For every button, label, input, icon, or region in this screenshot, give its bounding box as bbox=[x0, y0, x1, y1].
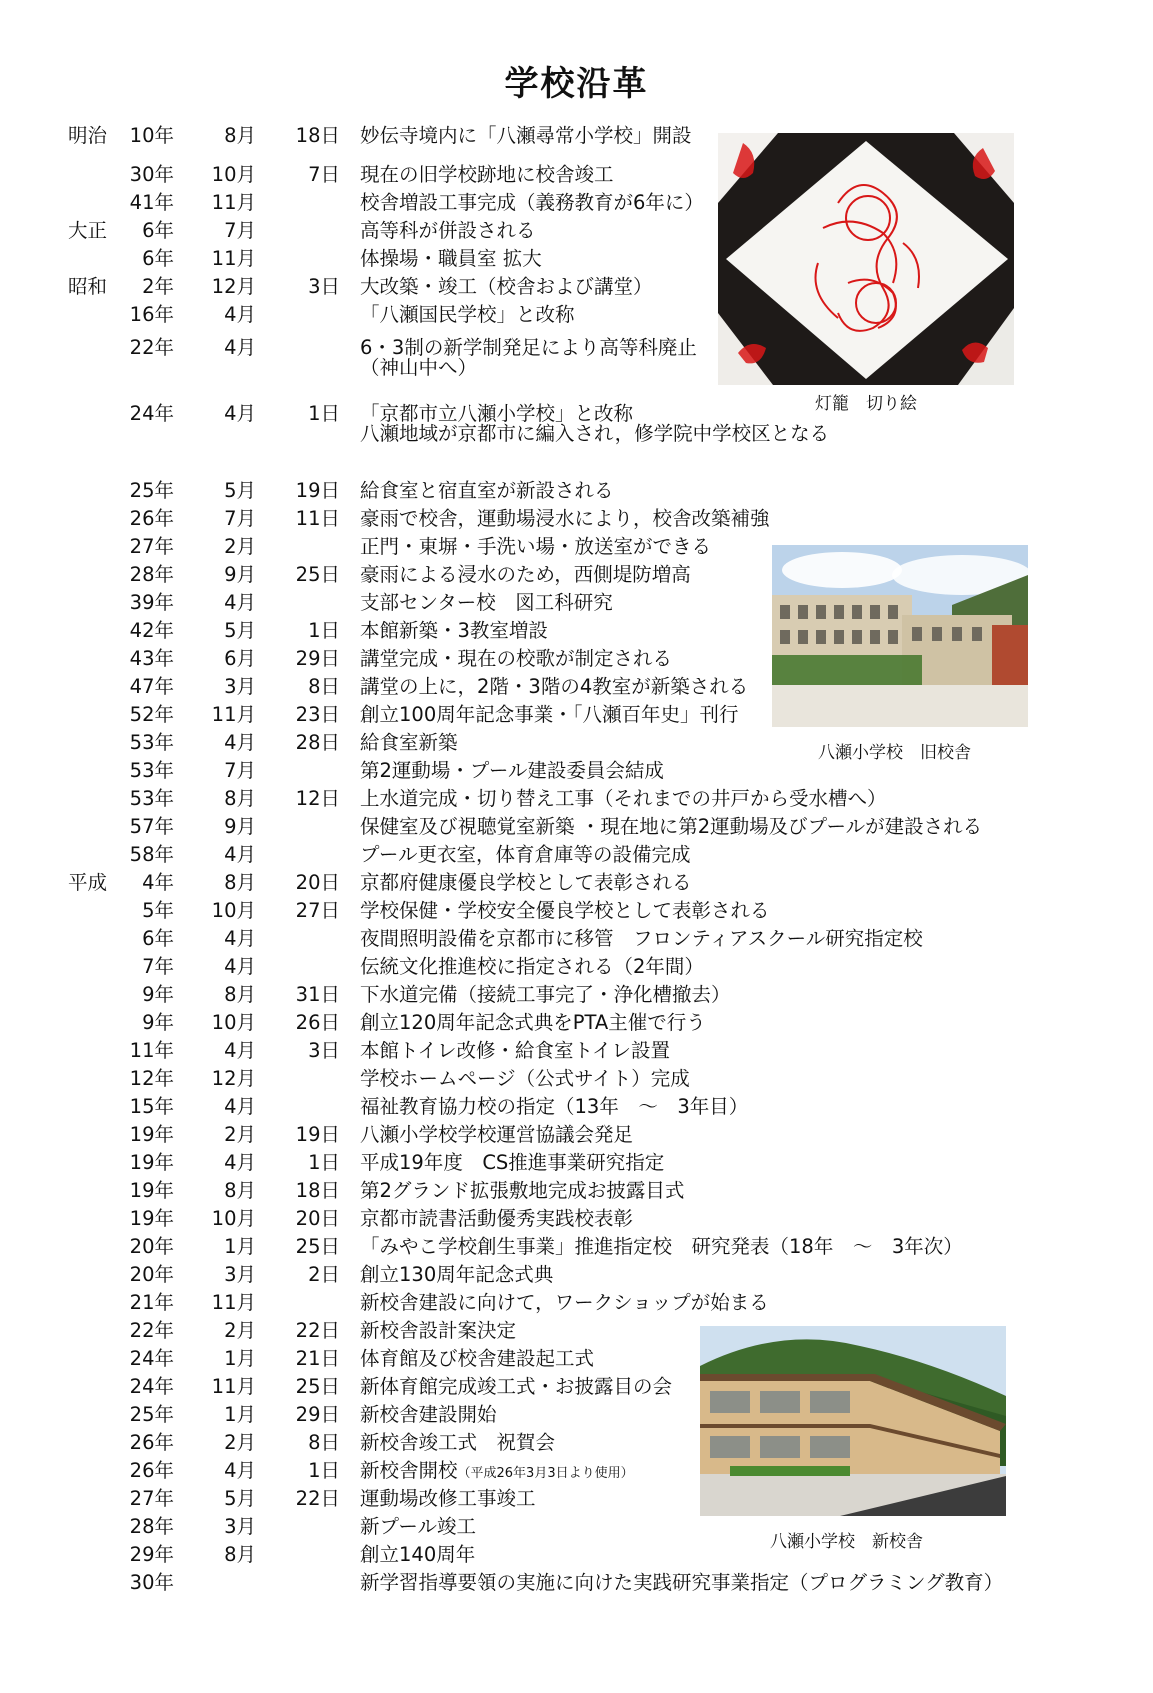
month-cell: 4月 bbox=[224, 591, 256, 614]
event-description bbox=[360, 1346, 594, 1372]
event-text: 本館トイレ改修・給食室トイレ設置 bbox=[360, 1039, 671, 1062]
month-cell: 5月 bbox=[224, 479, 256, 502]
event-description bbox=[360, 590, 613, 616]
year-cell: 21年 bbox=[129, 1291, 174, 1314]
history-row bbox=[0, 814, 1153, 840]
year-cell: 27年 bbox=[129, 1487, 174, 1510]
event-description bbox=[360, 954, 704, 980]
event-description bbox=[360, 1234, 963, 1260]
event-description bbox=[360, 786, 887, 812]
day-cell: 18日 bbox=[295, 1179, 340, 1202]
year-cell: 29年 bbox=[129, 1543, 174, 1566]
year-cell: 11年 bbox=[129, 1039, 174, 1062]
event-description bbox=[360, 562, 691, 588]
year-cell: 53年 bbox=[129, 787, 174, 810]
event-text: 伝統文化推進校に指定される（2年間） bbox=[360, 955, 704, 978]
month-cell: 1月 bbox=[224, 1235, 256, 1258]
history-row bbox=[0, 1206, 1153, 1232]
event-text: 八瀬小学校学校運営協議会発足 bbox=[360, 1123, 634, 1146]
event-description bbox=[360, 618, 548, 644]
event-text: 新校舎建設開始 bbox=[360, 1403, 497, 1426]
history-row bbox=[0, 1178, 1153, 1204]
event-text: 学校保健・学校安全優良学校として表彰される bbox=[360, 899, 770, 922]
history-row bbox=[0, 1234, 1153, 1260]
history-row bbox=[0, 870, 1153, 896]
history-row bbox=[0, 506, 1153, 532]
month-cell: 10月 bbox=[211, 163, 256, 186]
history-row bbox=[0, 401, 1153, 445]
history-row bbox=[0, 842, 1153, 868]
event-description bbox=[360, 1178, 684, 1204]
month-cell: 11月 bbox=[211, 191, 256, 214]
history-row bbox=[0, 1066, 1153, 1092]
month-cell: 7月 bbox=[224, 507, 256, 530]
month-cell: 8月 bbox=[224, 1543, 256, 1566]
year-cell: 26年 bbox=[129, 1459, 174, 1482]
month-cell: 12月 bbox=[211, 1067, 256, 1090]
day-cell: 1日 bbox=[308, 402, 340, 425]
event-description bbox=[360, 274, 653, 300]
day-cell: 1日 bbox=[308, 619, 340, 642]
event-text: 新校舎竣工式 祝賀会 bbox=[360, 1431, 556, 1454]
era-cell: 明治 bbox=[68, 124, 108, 147]
history-row bbox=[0, 1570, 1153, 1596]
day-cell: 3日 bbox=[308, 1039, 340, 1062]
year-cell: 28年 bbox=[129, 563, 174, 586]
year-cell: 24年 bbox=[129, 1347, 174, 1370]
event-description bbox=[360, 123, 692, 149]
month-cell: 10月 bbox=[211, 899, 256, 922]
event-text: 「みやこ学校創生事業」推進指定校 研究発表（18年 ～ 3年次） bbox=[360, 1235, 963, 1258]
month-cell: 4月 bbox=[224, 1459, 256, 1482]
day-cell: 31日 bbox=[295, 983, 340, 1006]
era-cell: 昭和 bbox=[68, 275, 108, 298]
era-cell: 平成 bbox=[68, 871, 108, 894]
year-cell: 19年 bbox=[129, 1123, 174, 1146]
month-cell: 4月 bbox=[224, 402, 256, 425]
event-text: 体操場・職員室 拡大 bbox=[360, 247, 542, 270]
history-row bbox=[0, 1038, 1153, 1064]
month-cell: 9月 bbox=[224, 563, 256, 586]
month-cell: 11月 bbox=[211, 1375, 256, 1398]
event-description bbox=[360, 1430, 555, 1456]
event-description bbox=[360, 534, 711, 560]
year-cell: 53年 bbox=[129, 759, 174, 782]
history-row bbox=[0, 1122, 1153, 1148]
month-cell: 5月 bbox=[224, 619, 256, 642]
month-cell: 2月 bbox=[224, 535, 256, 558]
event-text: 現在の旧学校跡地に校舎竣工 bbox=[360, 163, 614, 186]
history-row bbox=[0, 898, 1153, 924]
event-description bbox=[360, 1262, 553, 1288]
year-cell: 28年 bbox=[129, 1515, 174, 1538]
event-description bbox=[360, 1542, 475, 1568]
lantern-papercut-image bbox=[718, 133, 1014, 385]
month-cell: 11月 bbox=[211, 247, 256, 270]
event-description bbox=[360, 1066, 690, 1092]
day-cell: 26日 bbox=[295, 1011, 340, 1034]
event-text: 講堂完成・現在の校歌が制定される bbox=[360, 647, 673, 670]
month-cell: 9月 bbox=[224, 815, 256, 838]
old-school-caption: 八瀬小学校 旧校舎 bbox=[818, 743, 971, 763]
day-cell: 19日 bbox=[295, 1123, 340, 1146]
event-text: 夜間照明設備を京都市に移管 フロンティアスクール研究指定校 bbox=[360, 927, 923, 950]
year-cell: 47年 bbox=[129, 675, 174, 698]
history-row bbox=[0, 1262, 1153, 1288]
event-text: 体育館及び校舎建設起工式 bbox=[360, 1347, 595, 1370]
month-cell: 4月 bbox=[224, 1095, 256, 1118]
event-description bbox=[360, 730, 458, 756]
event-description bbox=[360, 506, 770, 532]
month-cell: 4月 bbox=[224, 1151, 256, 1174]
month-cell: 8月 bbox=[224, 871, 256, 894]
day-cell: 7日 bbox=[308, 163, 340, 186]
event-text: 京都市読書活動優秀実践校表彰 bbox=[360, 1207, 634, 1230]
event-description bbox=[360, 1458, 634, 1487]
month-cell: 3月 bbox=[224, 1263, 256, 1286]
event-text: 高等科が併設される bbox=[360, 219, 536, 242]
year-cell: 52年 bbox=[129, 703, 174, 726]
day-cell: 27日 bbox=[295, 899, 340, 922]
year-cell: 25年 bbox=[129, 479, 174, 502]
event-text-continued: 八瀬地域が京都市に編入され，修学院中学校区となる bbox=[360, 422, 830, 445]
event-text: 創立130周年記念式典 bbox=[360, 1263, 554, 1286]
year-cell: 39年 bbox=[129, 591, 174, 614]
month-cell: 4月 bbox=[224, 731, 256, 754]
year-cell: 15年 bbox=[129, 1095, 174, 1118]
event-text: 校舎増設工事完成（義務教育が6年に） bbox=[360, 191, 704, 214]
day-cell: 12日 bbox=[295, 787, 340, 810]
history-row bbox=[0, 478, 1153, 504]
year-cell: 2年 bbox=[142, 275, 174, 298]
event-description bbox=[360, 758, 664, 784]
event-text: 第2グランド拡張敷地完成お披露目式 bbox=[360, 1179, 685, 1202]
month-cell: 2月 bbox=[224, 1123, 256, 1146]
month-cell: 4月 bbox=[224, 336, 256, 359]
event-text: 新学習指導要領の実施に向けた実践研究事業指定（プログラミング教育） bbox=[360, 1571, 1004, 1594]
event-description bbox=[360, 218, 536, 244]
month-cell: 6月 bbox=[224, 647, 256, 670]
month-cell: 1月 bbox=[224, 1347, 256, 1370]
day-cell: 28日 bbox=[295, 731, 340, 754]
event-text: 下水道完備（接続工事完了・浄化槽撤去） bbox=[360, 983, 731, 1006]
event-text: 6・3制の新学制発足により高等科廃止 bbox=[360, 336, 697, 359]
month-cell: 2月 bbox=[224, 1431, 256, 1454]
year-cell: 57年 bbox=[129, 815, 174, 838]
day-cell: 19日 bbox=[295, 479, 340, 502]
lantern-papercut-photo bbox=[718, 133, 1014, 385]
year-cell: 42年 bbox=[129, 619, 174, 642]
day-cell: 3日 bbox=[308, 275, 340, 298]
day-cell: 8日 bbox=[308, 1431, 340, 1454]
event-text: 妙伝寺境内に「八瀬尋常小学校」開設 bbox=[360, 124, 692, 147]
day-cell: 8日 bbox=[308, 675, 340, 698]
event-description bbox=[360, 1122, 633, 1148]
month-cell: 11月 bbox=[211, 703, 256, 726]
event-text: 平成19年度 CS推進事業研究指定 bbox=[360, 1151, 665, 1174]
month-cell: 4月 bbox=[224, 303, 256, 326]
event-description bbox=[360, 1010, 706, 1036]
event-description bbox=[360, 1038, 670, 1064]
event-description bbox=[360, 898, 770, 924]
day-cell: 20日 bbox=[295, 871, 340, 894]
event-description bbox=[360, 246, 542, 272]
event-text: 上水道完成・切り替え工事（それまでの井戸から受水槽へ） bbox=[360, 787, 887, 810]
history-row bbox=[0, 786, 1153, 812]
event-text: 創立140周年 bbox=[360, 1543, 476, 1566]
old-school-image bbox=[772, 545, 1028, 727]
year-cell: 30年 bbox=[129, 163, 174, 186]
event-text: 保健室及び視聴覚室新築 ・現在地に第2運動場及びプールが建設される bbox=[360, 815, 983, 838]
event-description bbox=[360, 870, 692, 896]
day-cell: 2日 bbox=[308, 1263, 340, 1286]
event-description bbox=[360, 702, 738, 728]
history-row bbox=[0, 1094, 1153, 1120]
history-row bbox=[0, 1514, 1153, 1540]
month-cell: 8月 bbox=[224, 1179, 256, 1202]
event-description bbox=[360, 646, 672, 672]
month-cell: 7月 bbox=[224, 219, 256, 242]
year-cell: 19年 bbox=[129, 1179, 174, 1202]
year-cell: 20年 bbox=[129, 1263, 174, 1286]
new-school-caption: 八瀬小学校 新校舎 bbox=[770, 1532, 923, 1552]
event-text: 新校舎開校 bbox=[360, 1459, 458, 1482]
year-cell: 25年 bbox=[129, 1403, 174, 1426]
year-cell: 7年 bbox=[142, 955, 174, 978]
month-cell: 8月 bbox=[224, 787, 256, 810]
event-description bbox=[360, 1150, 664, 1176]
year-cell: 6年 bbox=[142, 927, 174, 950]
era-cell: 大正 bbox=[68, 219, 108, 242]
history-row bbox=[0, 730, 1153, 756]
year-cell: 53年 bbox=[129, 731, 174, 754]
history-row bbox=[0, 1150, 1153, 1176]
year-cell: 26年 bbox=[129, 1431, 174, 1454]
event-text: 第2運動場・プール建設委員会結成 bbox=[360, 759, 664, 782]
month-cell: 4月 bbox=[224, 1039, 256, 1062]
day-cell: 1日 bbox=[308, 1459, 340, 1482]
year-cell: 20年 bbox=[129, 1235, 174, 1258]
year-cell: 26年 bbox=[129, 507, 174, 530]
month-cell: 12月 bbox=[211, 275, 256, 298]
year-cell: 22年 bbox=[129, 336, 174, 359]
month-cell: 1月 bbox=[224, 1403, 256, 1426]
event-text: 豪雨で校舎，運動場浸水により，校舎改築補強 bbox=[360, 507, 770, 530]
year-cell: 10年 bbox=[129, 124, 174, 147]
year-cell: 43年 bbox=[129, 647, 174, 670]
event-text: 豪雨による浸水のため，西側堤防増高 bbox=[360, 563, 691, 586]
event-text: 福祉教育協力校の指定（13年 ～ 3年目） bbox=[360, 1095, 749, 1118]
event-description bbox=[360, 926, 923, 952]
year-cell: 16年 bbox=[129, 303, 174, 326]
year-cell: 6年 bbox=[142, 219, 174, 242]
year-cell: 19年 bbox=[129, 1151, 174, 1174]
year-cell: 4年 bbox=[142, 871, 174, 894]
month-cell: 4月 bbox=[224, 843, 256, 866]
month-cell: 8月 bbox=[224, 124, 256, 147]
day-cell: 18日 bbox=[295, 124, 340, 147]
month-cell: 7月 bbox=[224, 759, 256, 782]
event-text: 給食室と宿直室が新設される bbox=[360, 479, 614, 502]
history-row bbox=[0, 758, 1153, 784]
event-description bbox=[360, 1206, 633, 1232]
year-cell: 19年 bbox=[129, 1207, 174, 1230]
month-cell: 8月 bbox=[224, 983, 256, 1006]
day-cell: 25日 bbox=[295, 563, 340, 586]
month-cell: 11月 bbox=[211, 1291, 256, 1314]
day-cell: 1日 bbox=[308, 1151, 340, 1174]
day-cell: 25日 bbox=[295, 1375, 340, 1398]
event-description bbox=[360, 1094, 748, 1120]
event-text: 「八瀬国民学校」と改称 bbox=[360, 303, 575, 326]
history-row bbox=[0, 1290, 1153, 1316]
event-description bbox=[360, 1486, 536, 1512]
event-text: 新校舎建設に向けて，ワークショップが始まる bbox=[360, 1291, 769, 1314]
event-text: 新プール竣工 bbox=[360, 1515, 477, 1538]
event-description bbox=[360, 982, 731, 1008]
event-text: 創立100周年記念事業・「八瀬百年史」刊行 bbox=[360, 703, 739, 726]
year-cell: 58年 bbox=[129, 843, 174, 866]
year-cell: 24年 bbox=[129, 402, 174, 425]
event-text: 大改築・竣工（校舎および講堂） bbox=[360, 275, 653, 298]
event-description bbox=[360, 478, 614, 504]
day-cell: 25日 bbox=[295, 1235, 340, 1258]
event-text: 正門・東塀・手洗い場・放送室ができる bbox=[360, 535, 712, 558]
day-cell: 29日 bbox=[295, 647, 340, 670]
day-cell: 22日 bbox=[295, 1487, 340, 1510]
event-description bbox=[360, 814, 982, 840]
year-cell: 41年 bbox=[129, 191, 174, 214]
month-cell: 5月 bbox=[224, 1487, 256, 1510]
day-cell: 22日 bbox=[295, 1319, 340, 1342]
year-cell: 9年 bbox=[142, 983, 174, 1006]
new-school-image bbox=[700, 1326, 1006, 1516]
history-row bbox=[0, 954, 1153, 980]
new-school-photo bbox=[700, 1326, 1006, 1516]
event-description bbox=[360, 1374, 672, 1400]
event-text: 学校ホームページ（公式サイト）完成 bbox=[360, 1067, 690, 1090]
year-cell: 30年 bbox=[129, 1571, 174, 1594]
year-cell: 6年 bbox=[142, 247, 174, 270]
day-cell: 11日 bbox=[295, 507, 340, 530]
event-text: プール更衣室，体育倉庫等の設備完成 bbox=[360, 843, 691, 866]
event-description bbox=[360, 1290, 769, 1316]
event-description bbox=[360, 190, 704, 216]
event-text: 「京都市立八瀬小学校」と改称 bbox=[360, 402, 634, 425]
event-description bbox=[360, 1402, 497, 1428]
event-text-continued: （神山中へ） bbox=[360, 356, 478, 379]
event-text: 京都府健康優良学校として表彰される bbox=[360, 871, 692, 894]
event-text: 新校舎設計案決定 bbox=[360, 1319, 517, 1342]
event-description bbox=[360, 842, 691, 868]
month-cell: 4月 bbox=[224, 927, 256, 950]
history-row bbox=[0, 1542, 1153, 1568]
month-cell: 3月 bbox=[224, 1515, 256, 1538]
year-cell: 5年 bbox=[142, 899, 174, 922]
day-cell: 23日 bbox=[295, 703, 340, 726]
year-cell: 9年 bbox=[142, 1011, 174, 1034]
event-description bbox=[360, 1570, 1003, 1596]
month-cell: 10月 bbox=[211, 1011, 256, 1034]
event-text: 講堂の上に，2階・3階の4教室が新築される bbox=[360, 675, 749, 698]
year-cell: 27年 bbox=[129, 535, 174, 558]
day-cell: 20日 bbox=[295, 1207, 340, 1230]
event-description bbox=[360, 302, 575, 328]
month-cell: 2月 bbox=[224, 1319, 256, 1342]
year-cell: 22年 bbox=[129, 1319, 174, 1342]
year-cell: 24年 bbox=[129, 1375, 174, 1398]
event-description bbox=[360, 162, 614, 188]
old-school-photo bbox=[772, 545, 1028, 727]
event-text: 新体育館完成竣工式・お披露目の会 bbox=[360, 1375, 673, 1398]
page-title: 学校沿革 bbox=[504, 64, 649, 104]
month-cell: 3月 bbox=[224, 675, 256, 698]
year-cell: 12年 bbox=[129, 1067, 174, 1090]
history-row bbox=[0, 926, 1153, 952]
event-text: 本館新築・3教室増設 bbox=[360, 619, 548, 642]
event-description bbox=[360, 674, 748, 700]
history-row bbox=[0, 982, 1153, 1008]
event-text: 創立120周年記念式典をPTA主催で行う bbox=[360, 1011, 706, 1034]
event-text: 運動場改修工事竣工 bbox=[360, 1487, 536, 1510]
day-cell: 29日 bbox=[295, 1403, 340, 1426]
lantern-caption: 灯籠 切り絵 bbox=[815, 394, 917, 414]
history-row bbox=[0, 1010, 1153, 1036]
event-text: 給食室新築 bbox=[360, 731, 458, 754]
month-cell: 10月 bbox=[211, 1207, 256, 1230]
event-note: （平成26年3月3日より使用） bbox=[457, 1466, 634, 1481]
event-description bbox=[360, 1318, 516, 1344]
event-description bbox=[360, 1514, 476, 1540]
event-text: 支部センター校 図工科研究 bbox=[360, 591, 613, 614]
day-cell: 21日 bbox=[295, 1347, 340, 1370]
month-cell: 4月 bbox=[224, 955, 256, 978]
